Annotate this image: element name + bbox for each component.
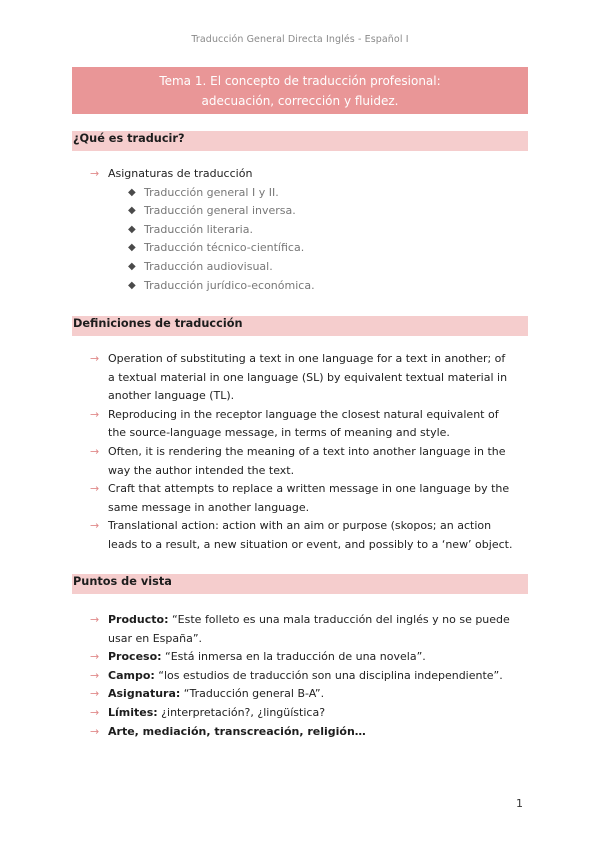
- list-item: [90, 165, 530, 295]
- sub-list: [108, 184, 530, 296]
- arrow-bullet-icon: →: [90, 668, 100, 682]
- diamond-bullet-icon: ◆: [128, 205, 136, 217]
- section-2-list: [90, 350, 530, 555]
- list-item: → Límites: ¿interpretación?, ¿lingüística?: [90, 704, 530, 723]
- arrow-bullet-icon: →: [90, 352, 100, 365]
- sub-list-item: ◆ Traducción general I y II.: [108, 184, 530, 203]
- topic-title-line-2: adecuación, corrección y fluidez.: [201, 94, 399, 108]
- diamond-bullet-icon: ◆: [128, 260, 136, 272]
- topic-title-line-1: Tema 1. El concepto de traducción profesional:: [159, 74, 441, 88]
- arrow-bullet-icon: →: [90, 687, 100, 701]
- list-item-text: Asignaturas de traducción: [108, 167, 253, 180]
- list-item: → Craft that attempts to replace a written message in one language by the same message in another language.: [90, 482, 510, 514]
- list-item: → Producto: “Este folleto es una mala traducción del inglés y no se puede usar en España”.: [90, 613, 510, 645]
- arrow-bullet-icon: →: [90, 407, 100, 421]
- section-heading-definiciones: Definiciones de traducción: [72, 316, 528, 336]
- sub-list-item: ◆ Traducción técnico-científica.: [108, 239, 530, 258]
- sub-list-item: ◆ Traducción general inversa.: [108, 202, 530, 221]
- list-item: → Translational action: action with an aim or purpose (skopos; an action leads to a result, a new situation or event, and possibly to a ‘new’ object.: [90, 519, 513, 551]
- arrow-bullet-icon: →: [90, 444, 100, 458]
- arrow-bullet-icon: →: [90, 482, 100, 496]
- diamond-bullet-icon: ◆: [128, 242, 136, 254]
- list-item: → Proceso: “Está inmersa en la traducción de una novela”.: [90, 648, 530, 667]
- list-item: → Arte, mediación, transcreación, religión…: [90, 723, 530, 742]
- sub-list-item: ◆ Traducción jurídico-económica.: [108, 277, 530, 296]
- section-1-list: [90, 165, 530, 295]
- arrow-bullet-icon: →: [90, 167, 100, 180]
- diamond-bullet-icon: ◆: [128, 186, 136, 198]
- list-item: → Often, it is rendering the meaning of a text into another language in the way the author intended the text.: [90, 444, 506, 477]
- list-item: → Operation of substituting a text in one language for a text in another; of a textual material in one language (SL) by equivalent textual material in another language (TL).: [90, 352, 508, 403]
- topic-title-banner: [72, 67, 528, 114]
- running-header: Traducción General Directa Inglés - Español I: [191, 34, 409, 45]
- section-heading-puntos-de-vista: Puntos de vista: [72, 574, 528, 594]
- sub-list-item: ◆ Traducción literaria.: [108, 221, 530, 240]
- arrow-bullet-icon: →: [90, 724, 100, 738]
- page-number: 1: [516, 797, 523, 810]
- arrow-bullet-icon: →: [90, 705, 100, 719]
- list-item: → Reproducing in the receptor language the closest natural equivalent of the source-language message, in terms of meaning and style.: [90, 407, 499, 440]
- diamond-bullet-icon: ◆: [128, 279, 136, 291]
- sub-list-item: ◆ Traducción audiovisual.: [108, 258, 530, 277]
- list-item: → Asignatura: “Traducción general B-A”.: [90, 685, 530, 704]
- list-item: → Campo: “los estudios de traducción son una disciplina independiente”.: [90, 667, 530, 686]
- arrow-bullet-icon: →: [90, 613, 100, 626]
- section-heading-que-es-traducir: ¿Qué es traducir?: [72, 131, 528, 151]
- arrow-bullet-icon: →: [90, 519, 100, 533]
- section-3-list: [90, 611, 530, 741]
- diamond-bullet-icon: ◆: [128, 223, 136, 235]
- arrow-bullet-icon: →: [90, 650, 100, 664]
